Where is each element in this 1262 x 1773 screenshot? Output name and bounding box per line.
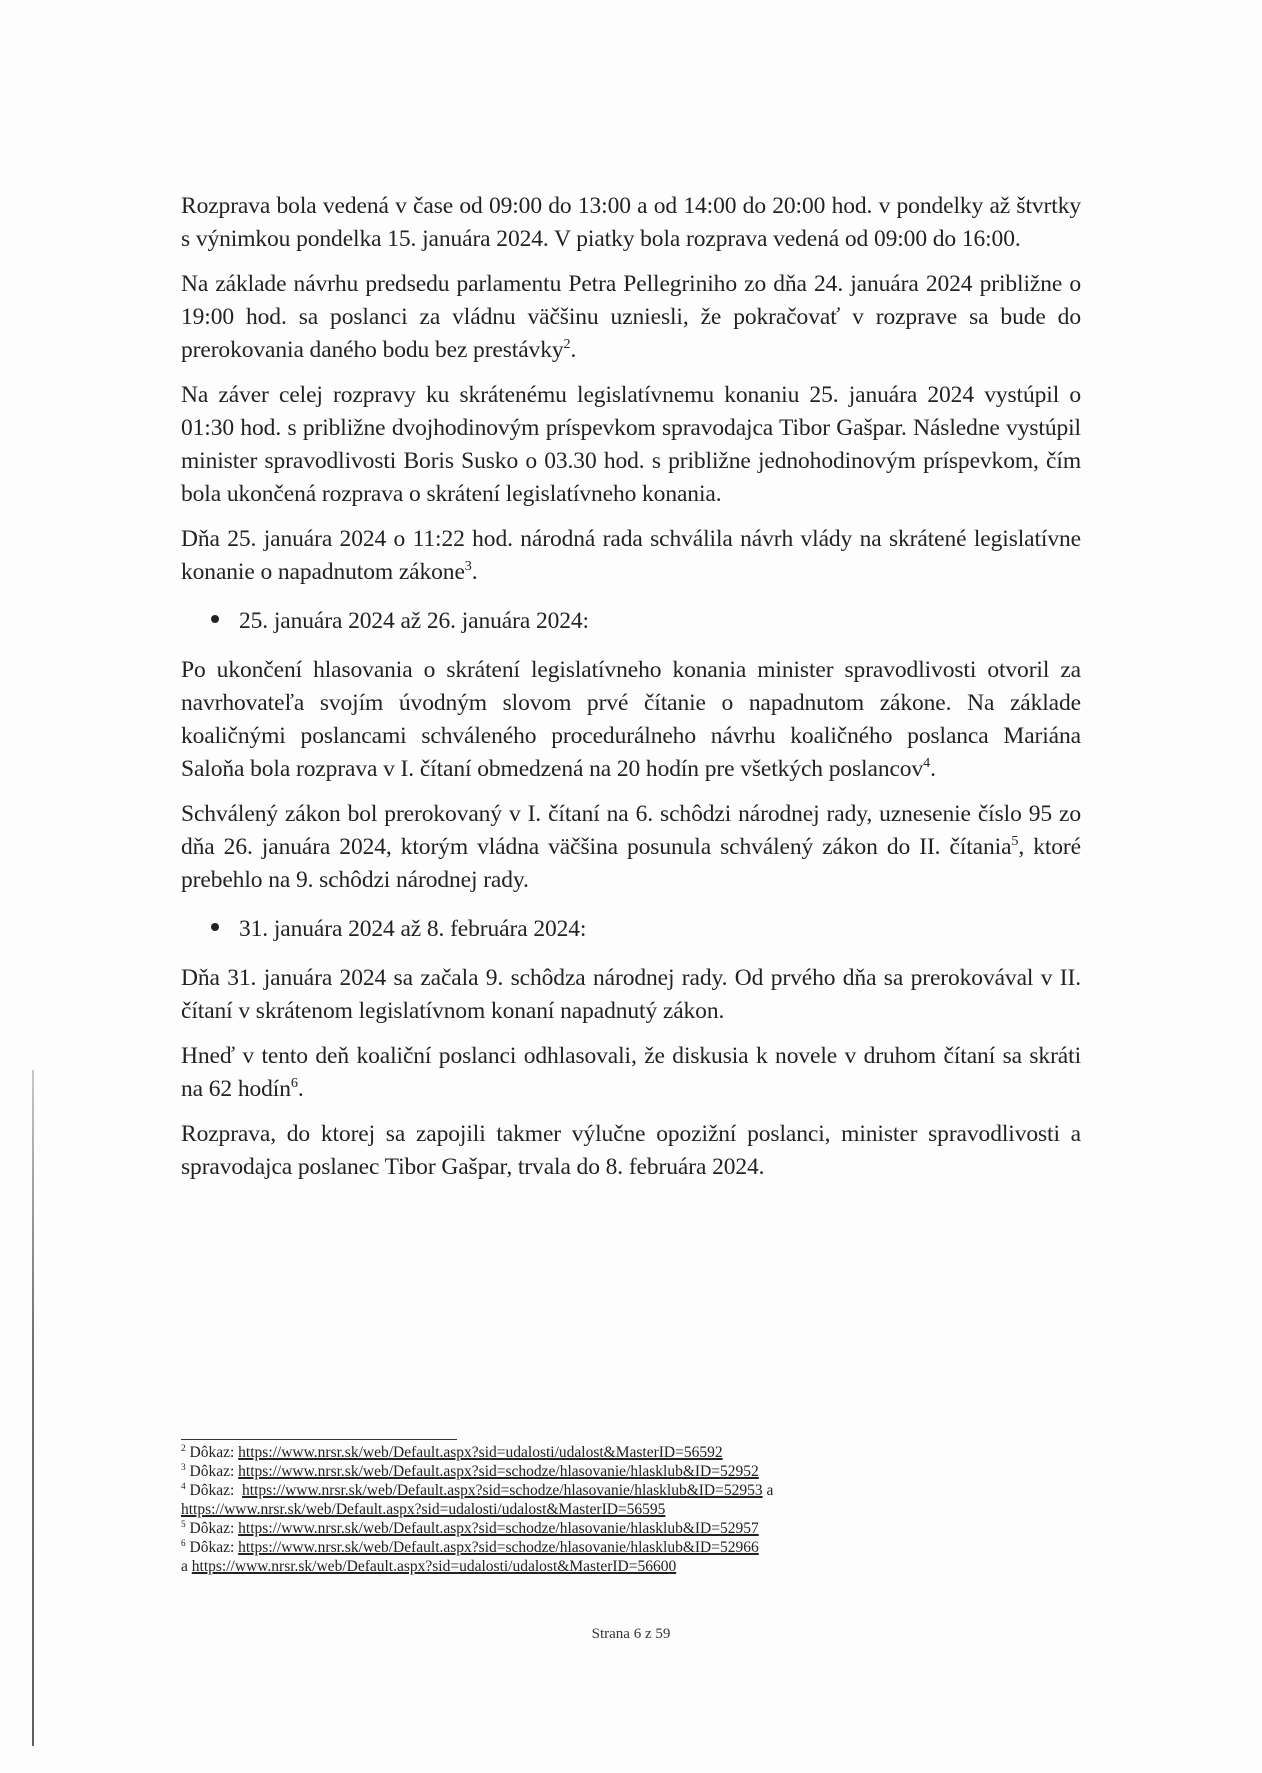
- footnote-ref-3[interactable]: 3: [464, 558, 472, 575]
- page-number: Strana 6 z 59: [591, 1626, 671, 1642]
- body-text: [181, 190, 1081, 1196]
- footnote-link[interactable]: https://www.nrsr.sk/web/Default.aspx?sid=udalosti/udalost&MasterID=56595: [181, 1501, 666, 1518]
- footnote-4: $^4$ Dôkaz: https://www.nrsr.sk/web/Default.aspx?sid=schodze/hlasovanie/hlasklub&ID=52953 a: [181, 1481, 774, 1499]
- paragraph-62-hours: Hneď v tento deň koaliční poslanci odhlasovali, že diskusia k novele v druhom čítaní sa skráti na 62 hodín$^6$.: [181, 1043, 1081, 1102]
- paragraph-debate-duration: Rozprava, do ktorej sa zapojili takmer výlučne opozižní poslanci, minister spravodlivosti a spravodajca poslanec Tibor Gašpar, trvala do 8. februára 2024.: [181, 1121, 1081, 1180]
- footnote-ref-4[interactable]: 4: [923, 755, 931, 772]
- paragraph-no-break-resolution: Na základe návrhu predsedu parlamentu Petra Pellegriniho zo dňa 24. januára 2024 približne o 19:00 hod. sa poslanci za vládnu väčšinu uzniesli, že pokračovať v rozprave sa bude do prerokovania daného bodu bez prestávky$^2$.: [181, 271, 1081, 363]
- footnote-separator: [181, 1439, 457, 1440]
- footnote-link[interactable]: https://www.nrsr.sk/web/Default.aspx?sid=schodze/hlasovanie/hlasklub&ID=52952: [238, 1463, 759, 1480]
- bullet-date-range-1: 25. januára 2024 až 26. januára 2024:: [211, 605, 1081, 638]
- footnote-4-continued: [181, 1500, 1081, 1519]
- footnote-5: $^5$ Dôkaz: https://www.nrsr.sk/web/Default.aspx?sid=schodze/hlasovanie/hlasklub&ID=52957: [181, 1519, 759, 1537]
- footnote-link[interactable]: https://www.nrsr.sk/web/Default.aspx?sid=udalosti/udalost&MasterID=56592: [238, 1444, 723, 1461]
- paragraph-ninth-session: Dňa 31. januára 2024 sa začala 9. schôdza národnej rady. Od prvého dňa sa prerokovával v II. čítaní v skrátenom legislatívnom konaní napadnutý zákon.: [181, 965, 1081, 1024]
- scan-artifact-line: [32, 1070, 34, 1746]
- paragraph-shortened-procedure-approved: Dňa 25. januára 2024 o 11:22 hod. národná rada schválila návrh vlády na skrátené legislatívne konanie o napadnutom zákone$^3$.: [181, 526, 1081, 585]
- paragraph-resolution-95: Schválený zákon bol prerokovaný v I. čítaní na 6. schôdzi národnej rady, uznesenie číslo 95 zo dňa 26. januára 2024, ktorým vládna väčšina posunula schválený zákon do II. čítania$^5$, ktoré prebehlo na 9. schôdzi národnej rady.: [181, 801, 1081, 893]
- footnote-link[interactable]: https://www.nrsr.sk/web/Default.aspx?sid=schodze/hlasovanie/hlasklub&ID=52966: [238, 1539, 759, 1556]
- bullet-date-range-2: 31. januára 2024 až 8. februára 2024:: [211, 913, 1081, 946]
- footnote-ref-5[interactable]: 5: [1011, 833, 1019, 850]
- footnote-link[interactable]: https://www.nrsr.sk/web/Default.aspx?sid=udalosti/udalost&MasterID=56600: [191, 1558, 677, 1575]
- footnote-ref-2[interactable]: 2: [563, 336, 571, 353]
- footnote-2: $^2$ Dôkaz: https://www.nrsr.sk/web/Default.aspx?sid=udalosti/udalost&MasterID=56592: [181, 1443, 723, 1461]
- footnote-3: $^3$ Dôkaz: https://www.nrsr.sk/web/Default.aspx?sid=schodze/hlasovanie/hlasklub&ID=52952: [181, 1462, 759, 1480]
- footnote-ref-6[interactable]: 6: [290, 1075, 298, 1092]
- paragraph-debate-hours: Rozprava bola vedená v čase od 09:00 do 13:00 a od 14:00 do 20:00 hod. v pondelky až štvrtky s výnimkou pondelka 15. januára 2024. V piatky bola rozprava vedená od 09:00 do 16:00.: [181, 193, 1081, 252]
- footnote-6-continued: a https://www.nrsr.sk/web/Default.aspx?sid=udalosti/udalost&MasterID=56600: [181, 1558, 677, 1575]
- footnote-6: $^6$ Dôkaz: https://www.nrsr.sk/web/Default.aspx?sid=schodze/hlasovanie/hlasklub&ID=52966: [181, 1538, 759, 1556]
- footnote-link[interactable]: https://www.nrsr.sk/web/Default.aspx?sid=schodze/hlasovanie/hlasklub&ID=52953: [242, 1482, 763, 1499]
- bullet-icon: [211, 923, 219, 931]
- footnotes: [181, 1443, 1081, 1576]
- bullet-icon: [211, 615, 219, 623]
- paragraph-first-reading: Po ukončení hlasovania o skrátení legislatívneho konania minister spravodlivosti otvoril za navrhovateľa svojím úvodným slovom prvé čítanie o napadnutom zákone. Na základe koaličnými poslancami schváleného procedurálneho návrhu koaličného poslanca Mariána Saloňa bola rozprava v I. čítaní obmedzená na 20 hodín pre všetkých poslancov$^4$.: [181, 657, 1081, 782]
- footnote-link[interactable]: https://www.nrsr.sk/web/Default.aspx?sid=schodze/hlasovanie/hlasklub&ID=52957: [238, 1520, 759, 1537]
- paragraph-closing-speeches: Na záver celej rozpravy ku skrátenému legislatívnemu konaniu 25. januára 2024 vystúpil o 01:30 hod. s približne dvojhodinovým príspevkom spravodajca Tibor Gašpar. Následne vystúpil minister spravodlivosti Boris Susko o 03.30 hod. s približne jednohodinovým príspevkom, čím bola ukončená rozprava o skrátení legislatívneho konania.: [181, 382, 1081, 507]
